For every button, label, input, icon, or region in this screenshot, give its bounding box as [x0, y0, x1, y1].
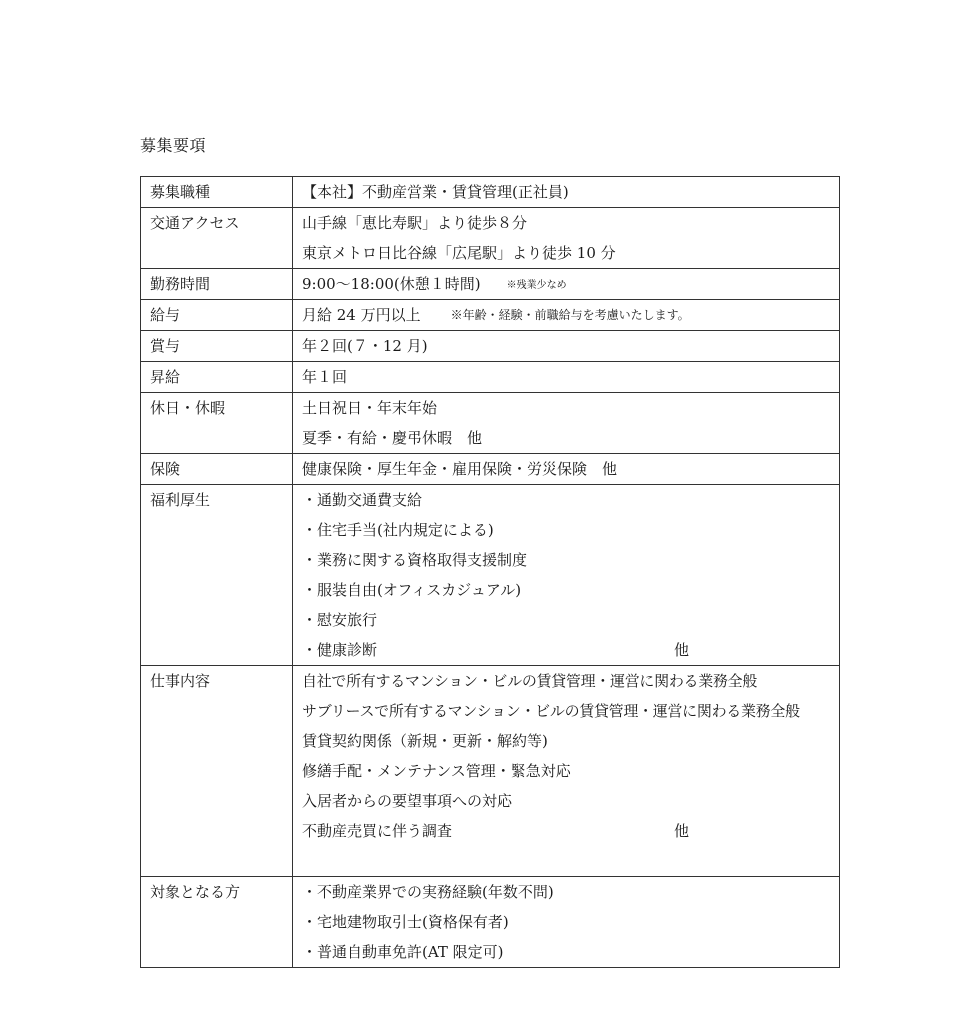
- row-label: [141, 300, 293, 331]
- table-row-insurance: [141, 454, 840, 485]
- note-text: ※残業少なめ: [506, 280, 567, 291]
- value-text: 月給 24 万円以上: [302, 306, 421, 324]
- table-row-salary: [141, 300, 840, 331]
- other-text: 他: [674, 822, 690, 840]
- value-text: 土日祝日・年末年始: [302, 399, 438, 417]
- row-label: [141, 331, 293, 362]
- list-item: サブリースで所有するマンション・ビルの賃貸管理・運営に関わる業務全般: [302, 702, 800, 720]
- table-row-hours: [141, 269, 840, 300]
- value-text: 9:00～18:00(休憩１時間): [302, 275, 481, 293]
- list-item: 修繕手配・メンテナンス管理・緊急対応: [302, 762, 571, 780]
- label-text: 交通アクセス: [150, 214, 240, 232]
- value-text: 健康保険・厚生年金・雇用保険・労災保険 他: [302, 460, 618, 478]
- row-label: [141, 393, 293, 454]
- row-value: [293, 485, 840, 666]
- row-value: [293, 269, 840, 300]
- list-item: ・健康診断: [302, 641, 378, 659]
- row-label: [141, 666, 293, 877]
- row-label: [141, 362, 293, 393]
- row-label: [141, 485, 293, 666]
- label-text: 給与: [150, 306, 181, 324]
- list-item: 自社で所有するマンション・ビルの賃貸管理・運営に関わる業務全般: [302, 672, 758, 690]
- row-value: [293, 208, 840, 269]
- row-value: [293, 300, 840, 331]
- value-text: 山手線「恵比寿駅」より徒歩８分: [302, 214, 528, 232]
- label-text: 賞与: [150, 337, 181, 355]
- value-text: 年１回: [302, 368, 348, 386]
- row-value: [293, 331, 840, 362]
- list-item: ・服装自由(オフィスカジュアル): [302, 581, 522, 599]
- page-title: 募集要項: [140, 136, 207, 155]
- label-text: 昇給: [150, 368, 181, 386]
- list-item: ・通勤交通費支給: [302, 491, 423, 509]
- table-row-job-type: [141, 177, 840, 208]
- row-label: [141, 269, 293, 300]
- list-item: 不動産売買に伴う調査: [302, 822, 453, 840]
- label-text: 勤務時間: [150, 275, 211, 293]
- row-label: [141, 454, 293, 485]
- value-text: 東京メトロ日比谷線「広尾駅」より徒歩 10 分: [302, 244, 616, 262]
- table-row-holidays: [141, 393, 840, 454]
- note-text: ※年齢・経験・前職給与を考慮いたします。: [450, 308, 690, 322]
- list-item: 賃貸契約関係（新規・更新・解約等): [302, 732, 548, 750]
- row-label: [141, 208, 293, 269]
- list-item: ・不動産業界での実務経験(年数不問): [302, 883, 554, 901]
- label-text: 福利厚生: [150, 491, 211, 509]
- other-text: 他: [674, 641, 690, 659]
- list-item: ・業務に関する資格取得支援制度: [302, 551, 528, 569]
- row-label: [141, 877, 293, 968]
- table-row-duties: [141, 666, 840, 877]
- row-value: [293, 666, 840, 877]
- label-text: 募集職種: [150, 183, 211, 201]
- table-row-benefits: [141, 485, 840, 666]
- row-value: [293, 877, 840, 968]
- blank-line: [302, 846, 831, 876]
- value-text: 年２回(７・12 月): [302, 337, 428, 355]
- label-text: 保険: [150, 460, 181, 478]
- label-text: 対象となる方: [150, 883, 241, 901]
- list-item: 入居者からの要望事項への対応: [302, 792, 513, 810]
- label-text: 仕事内容: [150, 672, 211, 690]
- row-label: [141, 177, 293, 208]
- value-text: 【本社】不動産営業・賃貸管理(正社員): [302, 183, 569, 201]
- list-item: ・普通自動車免許(AT 限定可): [302, 943, 504, 961]
- table-row-target: [141, 877, 840, 968]
- recruitment-table: [140, 176, 840, 968]
- table-row-access: [141, 208, 840, 269]
- row-value: [293, 454, 840, 485]
- value-text: 夏季・有給・慶弔休暇 他: [302, 429, 483, 447]
- row-value: [293, 177, 840, 208]
- row-value: [293, 393, 840, 454]
- label-text: 休日・休暇: [150, 399, 226, 417]
- table-row-raise: [141, 362, 840, 393]
- row-value: [293, 362, 840, 393]
- list-item: ・宅地建物取引士(資格保有者): [302, 913, 509, 931]
- table-row-bonus: [141, 331, 840, 362]
- list-item: ・慰安旅行: [302, 611, 378, 629]
- list-item: ・住宅手当(社内規定による): [302, 521, 494, 539]
